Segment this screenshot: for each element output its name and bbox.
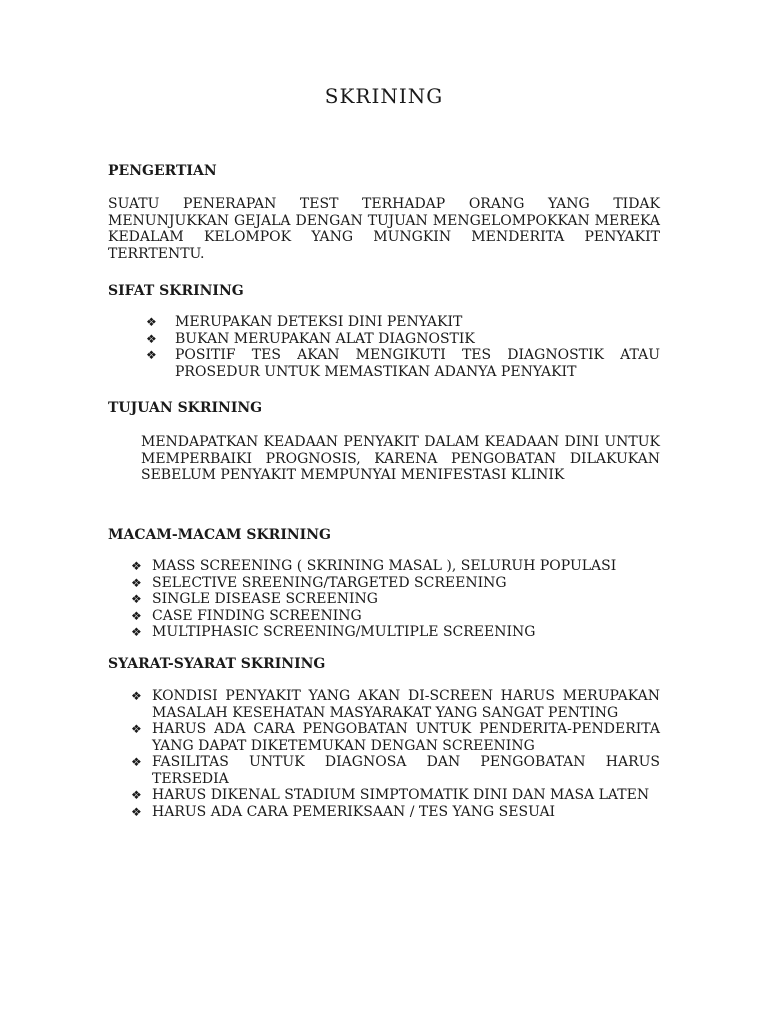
list-item: ❖ SELECTIVE SREENING/TARGETED SCREENING (131, 574, 507, 591)
list-syarat-syarat-skrining (131, 688, 660, 820)
diamond-bullet-icon: ❖ (131, 625, 142, 639)
heading-pengertian: PENGERTIAN (108, 163, 217, 179)
list-item: ❖ MULTIPHASIC SCREENING/MULTIPLE SCREENING (131, 624, 536, 640)
diamond-bullet-icon: ❖ (131, 689, 142, 703)
list-sifat-skrining (146, 314, 660, 380)
heading-syarat-syarat-skrining: SYARAT-SYARAT SKRINING (108, 656, 326, 672)
list-item: ❖ MERUPAKAN DETEKSI DINI PENYAKIT (146, 314, 463, 330)
list-macam-macam-skrining (131, 558, 660, 641)
paragraph-tujuan-skrining: MENDAPATKAN KEADAAN PENYAKIT DALAM KEADAAN DINI UNTUK MEMPERBAIKI PROGNOSIS, KARENA PENGOBATAN DILAKUKAN SEBELUM PENYAKIT MEMPUNYAI MENIFESTASI KLINIK (141, 434, 660, 483)
heading-macam-macam-skrining: MACAM-MACAM SKRINING (108, 527, 331, 543)
list-item: ❖ SINGLE DISEASE SCREENING (131, 591, 378, 607)
diamond-bullet-icon: ❖ (131, 575, 142, 590)
list-item: ❖ HARUS ADA CARA PEMERIKSAAN / TES YANG SESUAI (131, 803, 556, 820)
diamond-bullet-icon: ❖ (131, 788, 142, 802)
list-item: ❖ CASE FINDING SCREENING (131, 607, 362, 624)
diamond-bullet-icon: ❖ (131, 755, 142, 769)
diamond-bullet-icon: ❖ (131, 722, 142, 736)
list-item: ❖ BUKAN MERUPAKAN ALAT DIAGNOSTIK (146, 330, 475, 347)
diamond-bullet-icon: ❖ (131, 804, 142, 819)
diamond-bullet-icon: ❖ (146, 348, 157, 362)
diamond-bullet-icon: ❖ (146, 315, 157, 329)
list-item: ❖ POSITIF TES AKAN MENGIKUTI TES DIAGNOSTIK ATAU PROSEDUR UNTUK MEMASTIKAN ADANYA PENYAKIT (146, 347, 660, 380)
diamond-bullet-icon: ❖ (131, 559, 142, 573)
heading-tujuan-skrining: TUJUAN SKRINING (108, 400, 263, 416)
list-item: ❖ HARUS DIKENAL STADIUM SIMPTOMATIK DINI DAN MASA LATEN (131, 787, 650, 803)
document-title: SKRINING (324, 84, 444, 108)
diamond-bullet-icon: ❖ (146, 331, 157, 346)
heading-sifat-skrining: SIFAT SKRINING (108, 283, 244, 299)
diamond-bullet-icon: ❖ (131, 592, 142, 606)
paragraph-pengertian: SUATU PENERAPAN TEST TERHADAP ORANG YANG TIDAK MENUNJUKKAN GEJALA DENGAN TUJUAN MENGELOMPOKKAN MEREKA KEDALAM KELOMPOK YANG MUNGKIN MENDERITA PENYAKIT TERRTENTU. (108, 196, 660, 262)
list-item: ❖ FASILITAS UNTUK DIAGNOSA DAN PENGOBATAN HARUS TERSEDIA (131, 754, 660, 787)
list-item: ❖ HARUS ADA CARA PENGOBATAN UNTUK PENDERITA-PENDERITA YANG DAPAT DIKETEMUKAN DENGAN SCREENING (131, 721, 660, 754)
list-item: ❖ MASS SCREENING ( SKRINING MASAL ), SELURUH POPULASI (131, 558, 617, 574)
diamond-bullet-icon: ❖ (131, 608, 142, 623)
list-item: ❖ KONDISI PENYAKIT YANG AKAN DI-SCREEN HARUS MERUPAKAN MASALAH KESEHATAN MASYARAKAT YANG SANGAT PENTING (131, 688, 660, 721)
